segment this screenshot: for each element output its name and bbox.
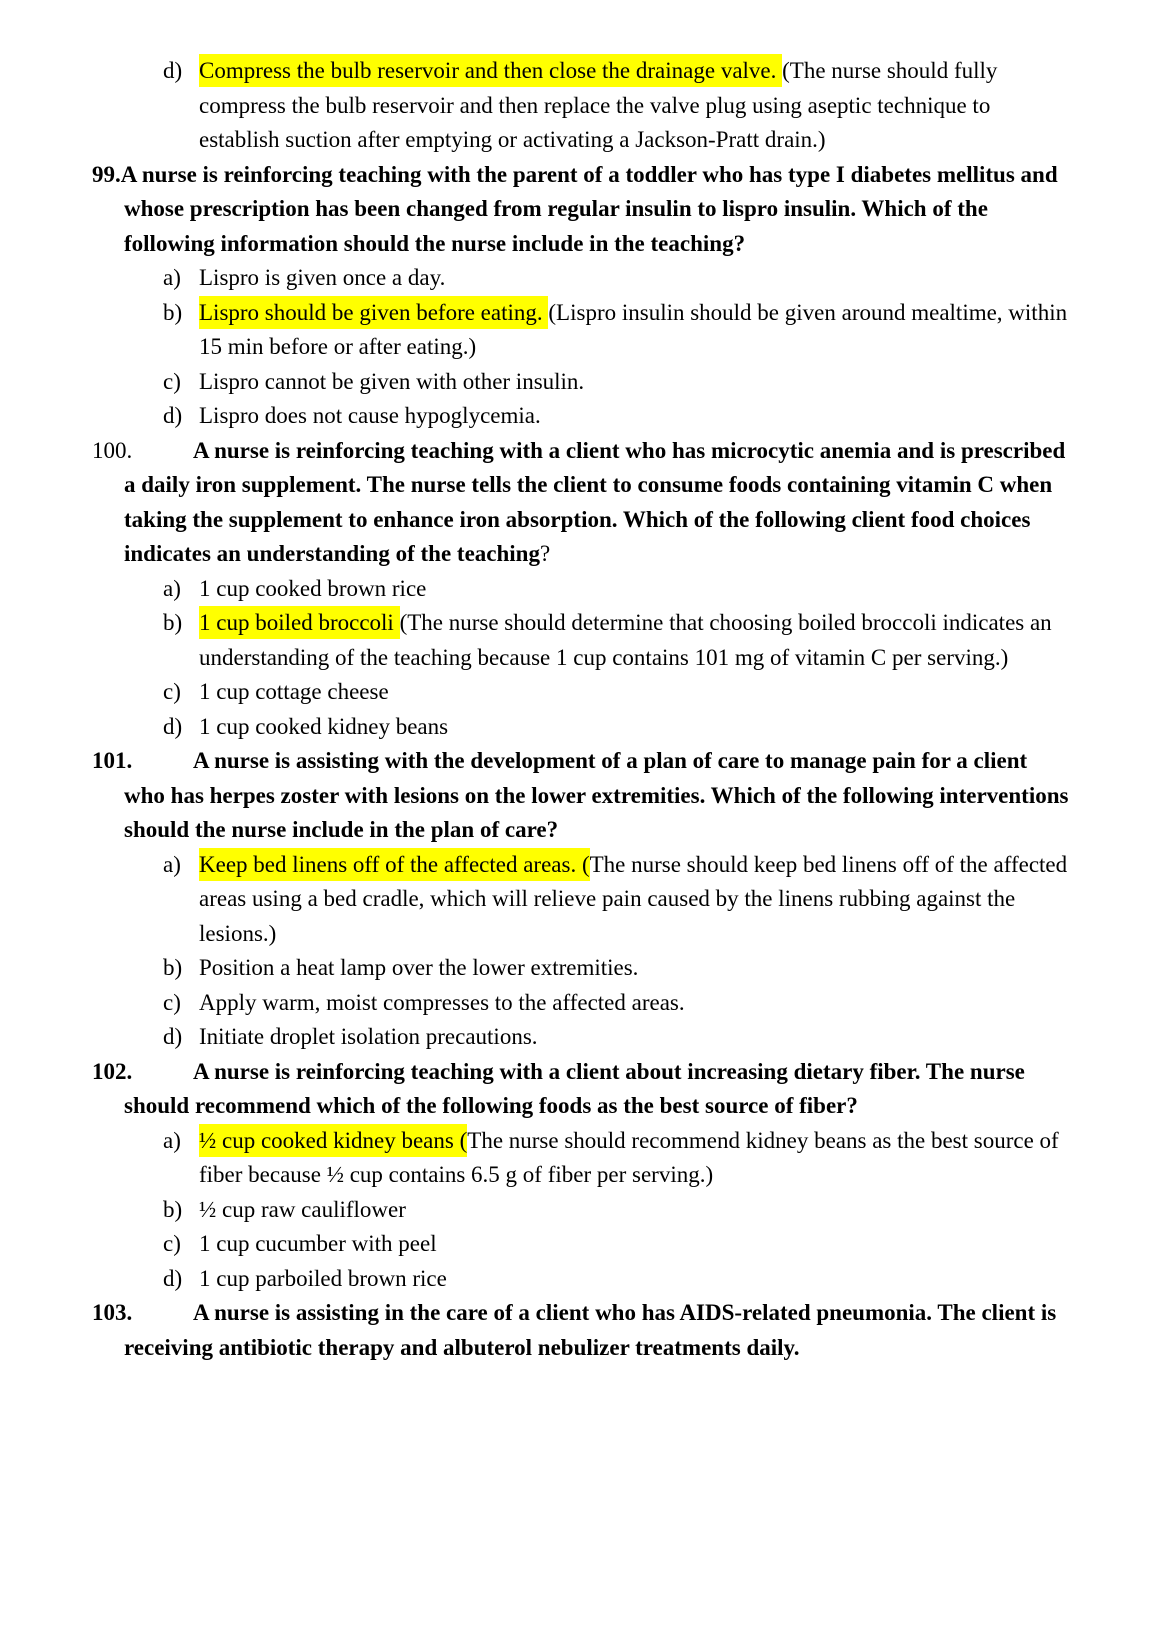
option-letter: a) xyxy=(163,851,181,877)
option-text xyxy=(199,848,1067,946)
option-letter: b) xyxy=(163,299,183,325)
question-stem: A nurse is reinforcing teaching with a client about increasing dietary fiber. The nurse should recommend which of the following foods as the best source of fiber? xyxy=(124,1058,1025,1118)
q100-option-a xyxy=(92,572,1069,607)
option-letter: d) xyxy=(163,58,183,83)
q102-option-c xyxy=(92,1227,1069,1262)
q101-option-d xyxy=(92,1020,1069,1055)
q100-option-b xyxy=(92,606,1069,675)
answer-rationale: The nurse should recommend kidney beans as the best source of fiber because ½ cup contains 6.5 g of fiber per serving.) xyxy=(199,1127,1059,1187)
highlighted-answer: 1 cup boiled broccoli xyxy=(199,606,400,639)
option-letter: c) xyxy=(163,1231,181,1256)
option-letter: d) xyxy=(163,403,183,428)
answer-rationale: (Lispro insulin should be given around mealtime, within 15 min before or after eating.) xyxy=(199,299,1068,359)
q99-option-c xyxy=(92,365,1069,400)
option-text xyxy=(199,606,1052,670)
q101-option-c xyxy=(92,986,1069,1021)
answer-rationale: (The nurse should determine that choosing boiled broccoli indicates an understanding of the teaching because 1 cup contains 101 mg of vitamin C per serving.) xyxy=(199,610,1052,670)
question-number: 103. xyxy=(92,1300,133,1325)
question-102 xyxy=(92,1055,1069,1124)
option-text: Position a heat lamp over the lower extremities. xyxy=(199,955,639,980)
question-101 xyxy=(92,744,1069,848)
highlighted-answer: ½ cup cooked kidney beans ( xyxy=(199,1124,467,1157)
option-text xyxy=(199,1124,1059,1188)
q101-option-a xyxy=(92,848,1069,952)
option-letter: b) xyxy=(163,955,183,980)
option-text: 1 cup cooked brown rice xyxy=(199,575,427,601)
q99-option-b xyxy=(92,296,1069,365)
highlighted-answer: Compress the bulb reservoir and then close the drainage valve. xyxy=(199,54,782,87)
option-letter: c) xyxy=(163,989,181,1015)
option-text xyxy=(199,54,997,152)
option-text: Lispro is given once a day. xyxy=(199,265,446,290)
highlighted-answer: Keep bed linens off of the affected areas. ( xyxy=(199,848,590,881)
option-letter: c) xyxy=(163,368,181,394)
question-number: 100. xyxy=(92,437,133,463)
option-text xyxy=(199,296,1067,360)
q100-option-d xyxy=(92,710,1069,745)
option-text: Lispro cannot be given with other insulin. xyxy=(199,368,585,394)
option-letter: c) xyxy=(163,679,181,704)
q102-option-d xyxy=(92,1262,1069,1297)
option-letter: a) xyxy=(163,1127,181,1153)
question-stem: A nurse is assisting in the care of a client who has AIDS-related pneumonia. The client is receiving antibiotic therapy and albuterol nebulizer treatments daily. xyxy=(124,1300,1057,1360)
option-letter: b) xyxy=(163,1196,183,1222)
q102-option-a xyxy=(92,1124,1069,1193)
option-text: Initiate droplet isolation precautions. xyxy=(199,1024,538,1049)
option-letter: d) xyxy=(163,1024,183,1049)
option-text: Apply warm, moist compresses to the affected areas. xyxy=(199,989,685,1015)
q99-option-d xyxy=(92,399,1069,434)
q100-option-c xyxy=(92,675,1069,710)
option-letter: a) xyxy=(163,265,181,290)
option-text: Lispro does not cause hypoglycemia. xyxy=(199,403,541,428)
answer-rationale: (The nurse should fully compress the bulb reservoir and then replace the valve plug using aseptic technique to establish suction after emptying or activating a Jackson-Pratt drain.) xyxy=(199,58,998,152)
option-text: 1 cup cucumber with peel xyxy=(199,1231,437,1256)
question-stem-suffix: ? xyxy=(539,541,551,566)
highlighted-answer: Lispro should be given before eating. xyxy=(199,296,548,329)
option-text: 1 cup cottage cheese xyxy=(199,679,389,704)
question-number: 101. xyxy=(92,748,133,773)
answer-rationale: The nurse should keep bed linens off of the affected areas using a bed cradle, which will relieve pain caused by the linens rubbing against the lesions.) xyxy=(199,851,1068,946)
option-text: 1 cup cooked kidney beans xyxy=(199,713,449,739)
option-text: ½ cup raw cauliflower xyxy=(199,1196,406,1222)
option-letter: a) xyxy=(163,575,181,601)
option-letter: d) xyxy=(163,1265,183,1291)
q101-option-b xyxy=(92,951,1069,986)
option-letter: d) xyxy=(163,713,183,739)
question-stem: A nurse is assisting with the development of a plan of care to manage pain for a client who has herpes zoster with lesions on the lower extremities. Which of the following interventions should the nurse include in the plan of care? xyxy=(124,748,1069,842)
q102-option-b xyxy=(92,1193,1069,1228)
question-number: 102. xyxy=(92,1058,133,1084)
question-stem: A nurse is reinforcing teaching with a client who has microcytic anemia and is prescribed a daily iron supplement. The nurse tells the client to consume foods containing vitamin C when taking the supplement to enhance iron absorption. Which of the following client food choices indicates an understanding of the teaching xyxy=(124,437,1066,566)
question-number: 99. xyxy=(92,161,121,187)
question-100 xyxy=(92,434,1069,572)
q99-option-a xyxy=(92,261,1069,296)
q98-option-d xyxy=(92,54,1069,158)
question-99 xyxy=(92,158,1069,262)
question-stem: A nurse is reinforcing teaching with the parent of a toddler who has type I diabetes mellitus and whose prescription has been changed from regular insulin to lispro insulin. Which of the following information should the nurse include in the teaching? xyxy=(120,161,1058,256)
option-letter: b) xyxy=(163,610,183,635)
question-103 xyxy=(92,1296,1069,1365)
option-text: 1 cup parboiled brown rice xyxy=(199,1265,447,1291)
